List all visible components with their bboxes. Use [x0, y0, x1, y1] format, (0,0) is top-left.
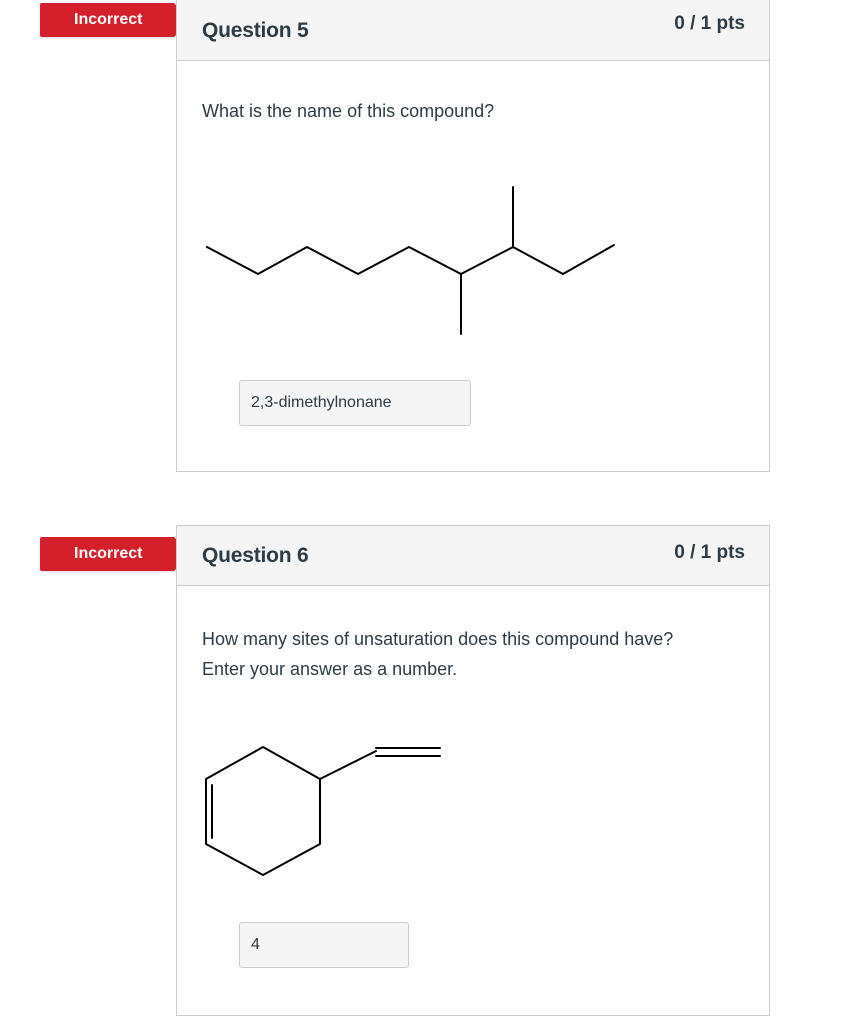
- answer-field[interactable]: 4: [239, 922, 409, 968]
- main-chain: [207, 245, 614, 274]
- incorrect-badge: [40, 3, 174, 37]
- question-text-line: How many sites of unsaturation does this compound have?: [202, 629, 674, 649]
- question-text-line: Enter your answer as a number.: [202, 659, 458, 679]
- question-points: 0 / 1 pts: [674, 13, 745, 34]
- question-text: What is the name of this compound?: [202, 101, 495, 121]
- question-title: Question 5: [202, 19, 309, 42]
- question-points: 0 / 1 pts: [674, 542, 745, 563]
- question-title: Question 6: [202, 544, 309, 567]
- cyclohexene-ring: [206, 747, 320, 875]
- question-6-card: [176, 525, 770, 1016]
- incorrect-badge-label: Incorrect: [74, 545, 143, 562]
- question-5-card: [176, 0, 770, 472]
- incorrect-badge-label: Incorrect: [74, 11, 143, 28]
- incorrect-badge: [40, 537, 174, 571]
- answer-field[interactable]: 2,3-dimethylnonane: [239, 380, 471, 426]
- vinyl-single-bond: [320, 751, 376, 779]
